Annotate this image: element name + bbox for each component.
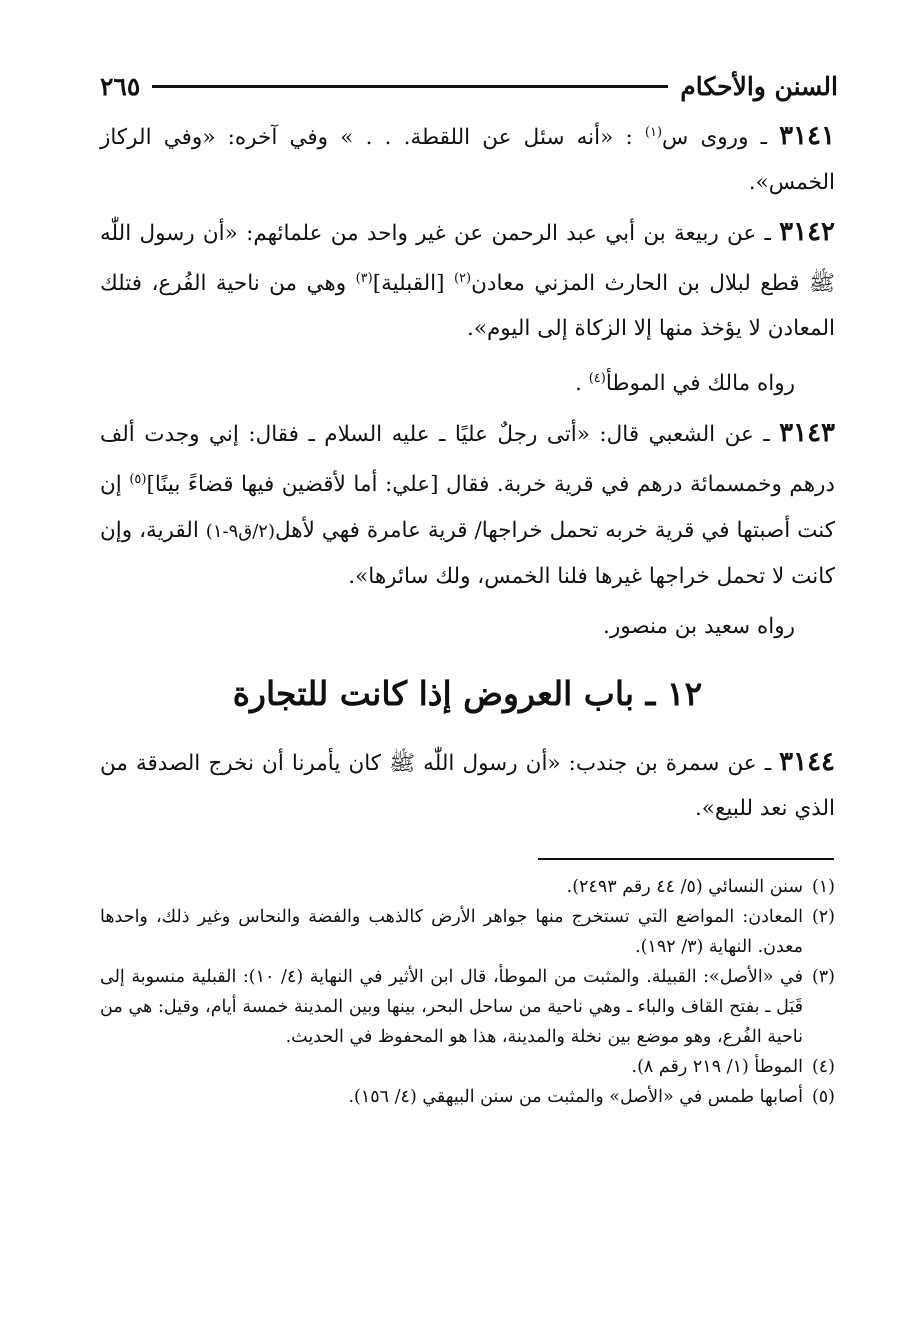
footnote-5 bbox=[100, 1082, 835, 1112]
footnote-3 bbox=[100, 962, 835, 1052]
footnotes bbox=[100, 872, 835, 1112]
narration-source-saeed bbox=[100, 604, 835, 649]
footnote-2 bbox=[100, 902, 835, 962]
hadith-text: : «أنه سئل عن اللقطة. . . » وفي آخره: «وفي الركاز الخمس». bbox=[100, 125, 835, 196]
footnote-marker: (٣) bbox=[355, 271, 373, 287]
running-header bbox=[100, 68, 838, 104]
source-text: رواه سعيد بن منصور. bbox=[603, 613, 795, 639]
header-rule bbox=[152, 85, 668, 88]
hadith-number: ٣١٤٣ bbox=[779, 418, 835, 449]
footnote-number: (٢) bbox=[811, 907, 835, 927]
footnote-text: سنن النسائي (٥/ ٤٤ رقم ٢٤٩٣). bbox=[566, 877, 803, 897]
footnote-marker: (٥) bbox=[129, 472, 147, 488]
footnote-marker: (٢) bbox=[453, 271, 472, 287]
footnote-text: الموطأ (١/ ٢١٩ رقم ٨). bbox=[631, 1057, 803, 1077]
footnote-marker: (٤) bbox=[588, 371, 606, 387]
footnote-4 bbox=[100, 1052, 835, 1082]
hadith-text-cont: وهي من ناحية الفُرع، فتلك المعادن لا يؤخذ منها إلا الزكاة إلى اليوم». bbox=[100, 271, 835, 342]
hadith-text: إن كنت أصبتها في قرية خربه تحمل خراجها/ قرية عامرة فهي لأهل bbox=[100, 472, 836, 543]
hadith-3143 bbox=[100, 411, 835, 598]
hadith-text: [القبلية] bbox=[372, 271, 454, 297]
footnote-1 bbox=[100, 872, 835, 902]
manuscript-ref: (٢/ق٩-١) bbox=[205, 520, 275, 542]
chapter-heading: ١٢ ـ باب العروض إذا كانت للتجارة bbox=[232, 673, 703, 713]
main-text bbox=[100, 110, 835, 836]
footnote-separator bbox=[538, 858, 834, 860]
footnote-text: المعادن: المواضع التي تستخرج منها جواهر الأرض كالذهب والفضة والنحاس وغير ذلك، واحدها معدن. النهاية (٣/ ١٩٢). bbox=[100, 907, 803, 957]
footnote-number: (٤) bbox=[811, 1057, 835, 1077]
hadith-lead: ـ عن ربيعة بن أبي عبد الرحمن عن غير واحد من علمائهم: «أن رسول اللّٰه ﷺ قطع لبلال بن الحارث المزني معادن bbox=[100, 221, 835, 297]
footnote-text: أصابها طمس في «الأصل» والمثبت من سنن البيهقي (٤/ ١٥٦). bbox=[348, 1087, 803, 1107]
page-number: ٢٦٥ bbox=[100, 71, 141, 101]
hadith-text: ـ عن سمرة بن جندب: «أن رسول اللّٰه ﷺ كان يأمرنا أن نخرج الصدقة من الذي نعد للبيع». bbox=[100, 750, 835, 821]
footnote-number: (٥) bbox=[811, 1087, 835, 1107]
hadith-text-cont: القرية، وإن كانت لا تحمل خراجها غيرها فلنا الخمس، ولك سائرها». bbox=[100, 517, 835, 589]
footnote-number: (٣) bbox=[811, 967, 835, 987]
hadith-number: ٣١٤٤ bbox=[779, 746, 836, 777]
hadith-number: ٣١٤٢ bbox=[779, 217, 835, 248]
footnote-number: (١) bbox=[811, 877, 835, 897]
hadith-number: ٣١٤١ bbox=[779, 121, 835, 152]
narration-source-malik bbox=[100, 356, 835, 406]
footnote-text: في «الأصل»: القبيلة. والمثبت من الموطأ، قال ابن الأثير في النهاية (٤/ ١٠): القبلية منسوبة إلى قَبَل ـ بفتح القاف والباء ـ وهي ناحية من ساحل البحر، بينها وبين المدينة خمسة أيام، وقيل: هي من ناحية الفُرع، وهو موضع بين نخلة والمدينة، هذا هو المحفوظ في الحديث. bbox=[100, 967, 803, 1047]
hadith-lead: ـ عن الشعبي قال: «أتى رجلٌ عليًا ـ عليه السلام ـ فقال: إني وجدت ألف درهم وخمسمائة درهم في قرية خربة. فقال [علي: أما لأقضين فيها قضاءً بينًا] bbox=[100, 422, 835, 498]
hadith-3141 bbox=[100, 110, 835, 205]
footnote-marker: (١) bbox=[644, 125, 663, 140]
hadith-lead: ـ وروى س bbox=[662, 125, 767, 151]
hadith-3144 bbox=[100, 740, 835, 831]
book-title: السنن والأحكام bbox=[680, 71, 838, 101]
hadith-3142 bbox=[100, 210, 835, 351]
source-tail: . bbox=[575, 371, 589, 397]
source-text: رواه مالك في الموطأ bbox=[605, 371, 795, 397]
